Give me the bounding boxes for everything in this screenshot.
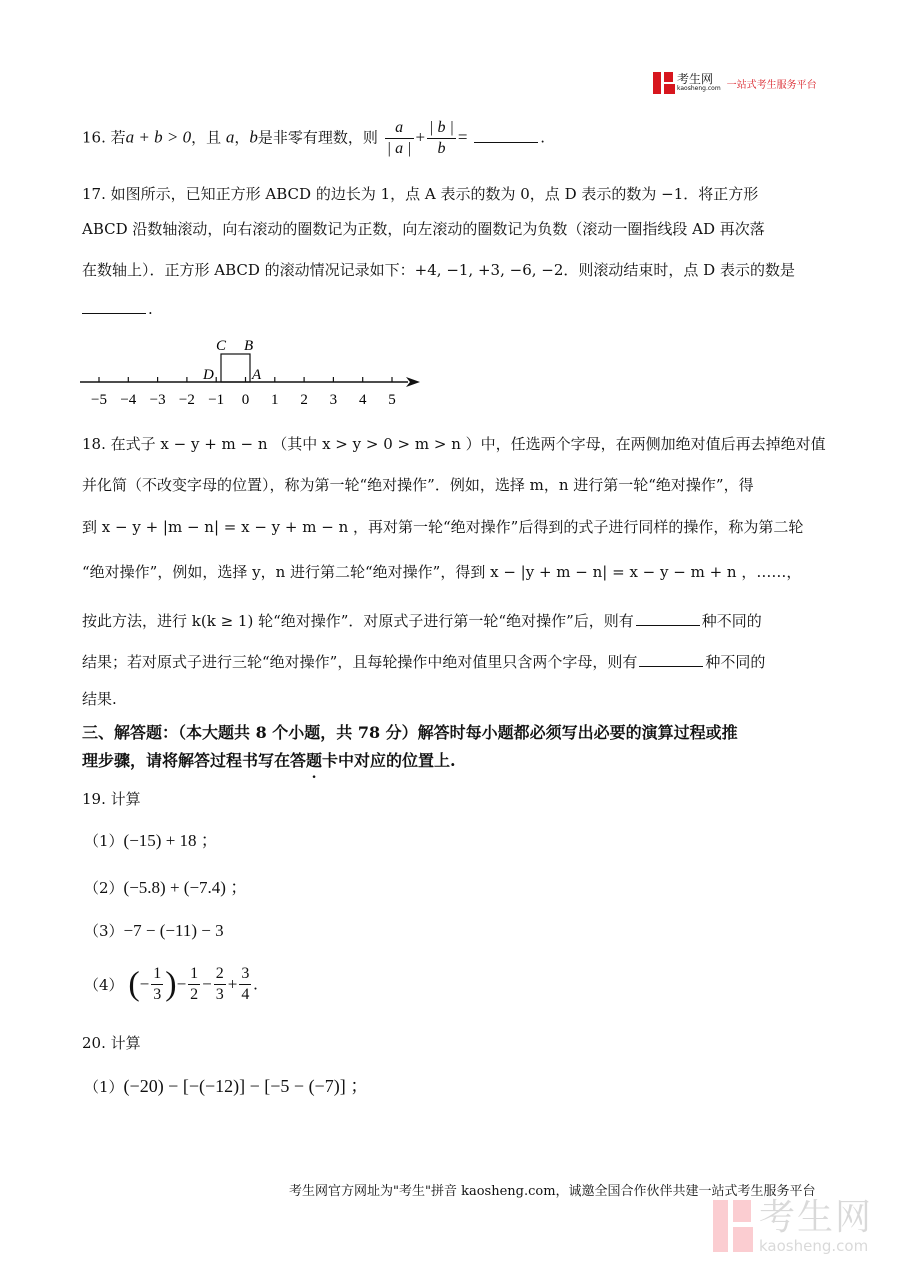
minus-sign: − (202, 974, 212, 994)
fraction (188, 964, 200, 1005)
tick-label: −2 (178, 392, 195, 408)
period: . (253, 974, 258, 994)
question-title: 计算 (110, 1034, 141, 1052)
numerator: 3 (239, 964, 251, 985)
question-number: 16. (82, 128, 106, 147)
watermark (713, 1198, 873, 1254)
tick-label: −1 (208, 392, 225, 408)
q16-text: ，且 (191, 128, 222, 147)
label-d: D (203, 367, 214, 383)
answer-blank[interactable] (639, 665, 703, 667)
denominator: | a | (386, 140, 412, 157)
q19-item-1 (84, 826, 218, 851)
section-heading-line-2 (82, 748, 456, 771)
question-number: 17. (82, 185, 106, 203)
watermark-name: 考生网 (759, 1197, 874, 1238)
item-label: （3） (84, 922, 124, 940)
logo-domain: kaosheng.com (677, 85, 721, 92)
tick-label: 5 (388, 392, 396, 408)
item-label: （2） (84, 879, 124, 897)
question-16 (82, 118, 545, 159)
label-c: C (216, 338, 227, 354)
answer-blank[interactable] (636, 624, 700, 626)
question-18-line-7: 结果. (82, 690, 117, 708)
q17-text: 如图所示，已知正方形 ABCD 的边长为 1，点 A 表示的数为 0，点 D 表示的数为 −1．将正方形 (110, 185, 759, 203)
item-expression: (−5.8) + (−7.4) ； (123, 878, 248, 897)
question-17-line-4 (82, 300, 153, 318)
section-text: 中对应的位置上. (338, 751, 456, 770)
item-label: （1） (84, 1078, 124, 1096)
header-logo (653, 72, 817, 94)
question-title: 计算 (110, 790, 141, 808)
denominator: b (437, 140, 446, 157)
period: . (148, 300, 153, 318)
q18-text: 在式子 x − y + m − n （其中 x > y > 0 > m > n ）中，任选两个字母，在两侧加绝对值后再去掉绝对值 (110, 435, 826, 453)
logo-slogan: 一站式考生服务平台 (726, 79, 817, 91)
denominator: 3 (215, 986, 224, 1003)
label-b: B (244, 338, 254, 354)
section-heading-line-1: 三、解答题：（本大题共 8 个小题，共 78 分）解答时每小题都必须写出必要的演算过程或推 (82, 723, 738, 742)
question-18-line-3: 到 x − y + |m − n| = x − y + m − n ，再对第一轮“绝对操作”后得到的式子进行同样的操作，称为第二轮 (82, 518, 804, 536)
plus-sign: + (227, 974, 238, 994)
question-18-line-2: 并化简（不改变字母的位置），称为第一轮“绝对操作”．例如，选择 m，n 进行第一轮“绝对操作”，得 (82, 476, 754, 494)
numerator: 1 (188, 964, 200, 985)
fraction (385, 118, 414, 159)
numerator: | b | (427, 118, 456, 139)
answer-blank[interactable] (474, 141, 538, 143)
denominator: 3 (153, 986, 162, 1003)
kaosheng-logo-icon (653, 72, 675, 94)
period: . (540, 128, 546, 147)
tick-label: −5 (91, 392, 107, 408)
question-18-line-1 (82, 433, 826, 454)
kaosheng-watermark-icon (713, 1200, 753, 1252)
item-expression: −7 − (−11) − 3 (123, 921, 224, 940)
minus-sign: − (139, 974, 150, 994)
question-20-title (82, 1032, 141, 1053)
numerator: a (385, 118, 414, 139)
question-17-line-1 (82, 183, 758, 204)
numerator: 1 (151, 964, 163, 985)
section-text: 理步骤，请将解答过程书写在 (82, 751, 291, 770)
q18-text: 结果；若对原式子进行三轮“绝对操作”，且每轮操作中绝对值里只含两个字母，则有 (82, 653, 638, 671)
number-line-figure (78, 332, 428, 412)
answer-blank[interactable] (82, 312, 146, 314)
emphasized-text: 答题卡 (290, 751, 339, 770)
numerator: 2 (214, 964, 226, 985)
question-number: 20. (82, 1034, 106, 1052)
watermark-domain: kaosheng.com (759, 1237, 869, 1255)
question-18-line-6 (82, 651, 765, 672)
q16-condition: a + b > 0 (125, 127, 192, 147)
item-expression: (−15) + 18 ； (123, 831, 218, 850)
logo-text (677, 74, 721, 92)
fraction (151, 964, 163, 1005)
q18-text: 按此方法，进行 k(k ≥ 1) 轮“绝对操作”．对原式子进行第一轮“绝对操作”后，则有 (82, 612, 634, 630)
label-a: A (252, 367, 262, 383)
plus-sign: + (415, 127, 426, 147)
q18-text: 种不同的 (701, 612, 762, 630)
q19-item-4 (84, 964, 258, 1005)
arrow-icon (406, 377, 420, 387)
question-number: 18. (82, 435, 106, 453)
fraction (239, 964, 251, 1005)
tick-label: −4 (120, 392, 137, 408)
tick-label: 3 (329, 392, 338, 408)
item-label: （1） (84, 832, 124, 850)
tick-label: 2 (300, 392, 308, 408)
tick-label: 1 (271, 392, 279, 408)
question-number: 19. (82, 790, 106, 808)
left-paren: ( (128, 965, 140, 1003)
q18-text: 种不同的 (705, 653, 766, 671)
minus-sign: − (176, 974, 187, 994)
item-expression: (−20) − [−(−12)] − [−5 − (−7)] ； (123, 1076, 369, 1096)
q19-item-2 (84, 873, 247, 898)
tick-label: 0 (241, 392, 250, 408)
equals-sign: = (457, 127, 468, 147)
item-label: （4） (84, 976, 124, 994)
q16-text: 是非零有理数，则 (257, 128, 378, 147)
question-17-line-2: ABCD 沿数轴滚动，向右滚动的圈数记为正数，向左滚动的圈数记为负数（滚动一圈指线段 AD 再次落 (82, 220, 765, 238)
q16-text: 若 (110, 128, 126, 147)
q16-sep: ， (234, 128, 250, 147)
question-18-line-5 (82, 610, 762, 631)
q19-item-3 (84, 920, 224, 941)
question-17-line-3: 在数轴上）．正方形 ABCD 的滚动情况记录如下：+4, −1, +3, −6, −2．则滚动结束时，点 D 表示的数是 (82, 261, 795, 279)
denominator: 4 (241, 986, 250, 1003)
var-b: b (249, 127, 258, 147)
question-18-line-4: “绝对操作”，例如，选择 y，n 进行第二轮“绝对操作”，得到 x − |y + m − n| = x − y − m + n ，……， (82, 563, 802, 581)
denominator: 2 (190, 986, 199, 1003)
fraction (214, 964, 226, 1005)
right-paren: ) (165, 965, 177, 1003)
footer-text: 考生网官方网址为"考生"拼音 kaosheng.com，诚邀全国合作伙伴共建一站式考生服务平台 (289, 1184, 816, 1199)
question-19-title (82, 788, 141, 809)
tick-label: −3 (149, 392, 166, 408)
tick-label: 4 (358, 392, 367, 408)
fraction (427, 118, 456, 159)
q20-item-1 (84, 1072, 368, 1098)
var-a: a (225, 127, 235, 147)
logo-name: 考生网 (677, 72, 714, 86)
